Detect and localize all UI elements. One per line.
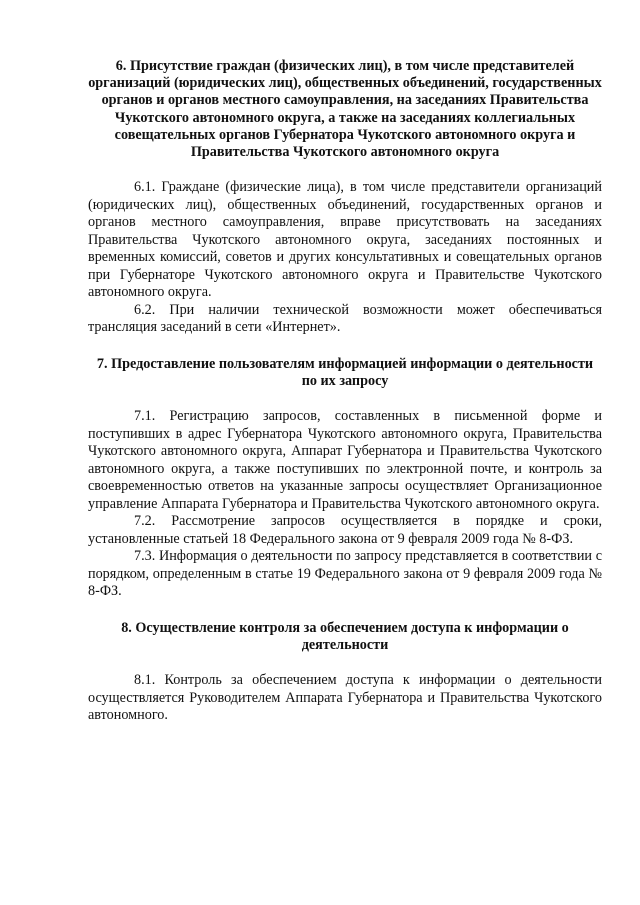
document-body: [88, 58, 602, 725]
section-title: 8. Осуществление контроля за обеспечением доступа к информации о деятельности: [121, 619, 569, 653]
section-8: [88, 620, 602, 725]
paragraph: 7.1. Регистрацию запросов, составленных в письменной форме и поступивших в адрес Губернатора Чукотского автономного округа, Правительства Чукотского автономного округа, Аппарат Губернатора и Правительства Чукотского автономного округа, а также поступивших по электронной почте, и контроль за своевременностью ответов на указанные запросы осуществляет Организационное управление Аппарата Губернатора и Правительства Чукотского автономного округа.: [88, 408, 602, 512]
section-title: 6. Присутствие граждан (физических лиц), в том числе представителей организаций (юридических лиц), общественных объединений, государственных органов и органов местного самоуправления, на заседаниях Правительства Чукотского автономного округа, а также на заседаниях коллегиальных совещательных органов Губернатора Чукотского автономного округа и Правительства Чукотского автономного округа: [88, 58, 602, 161]
section-7: [88, 356, 602, 601]
paragraph: 8.1. Контроль за обеспечением доступа к информации о деятельности осуществляется Руководителем Аппарата Губернатора и Правительства Чукотского автономного.: [88, 672, 602, 724]
section-title: 7. Предоставление пользователям информацией информации о деятельности по их запросу: [96, 355, 594, 389]
paragraph: 6.1. Граждане (физические лица), в том числе представители организаций (юридических лиц), общественных объединений, государственных органов и органов местного самоуправления, вправе присутствовать на заседаниях Правительства Чукотского автономного округа, заседаниях постоянных и временных комиссий, советов и других консультативных и совещательных органов при Губернаторе Чукотского автономного округа и Правительстве Чукотского автономного округа.: [88, 179, 602, 301]
paragraph: 6.2. При наличии технической возможности может обеспечиваться трансляция заседаний в сети «Интернет».: [88, 301, 602, 336]
paragraph: 7.3. Информация о деятельности по запросу представляется в соответствии с порядком, определенным в статье 19 Федерального закона от 9 февраля 2009 года № 8-ФЗ.: [88, 548, 602, 600]
section-6: [88, 58, 602, 337]
paragraph: 7.2. Рассмотрение запросов осуществляется в порядке и сроки, установленные статьей 18 Федерального закона от 9 февраля 2009 года № 8-ФЗ.: [88, 513, 602, 547]
